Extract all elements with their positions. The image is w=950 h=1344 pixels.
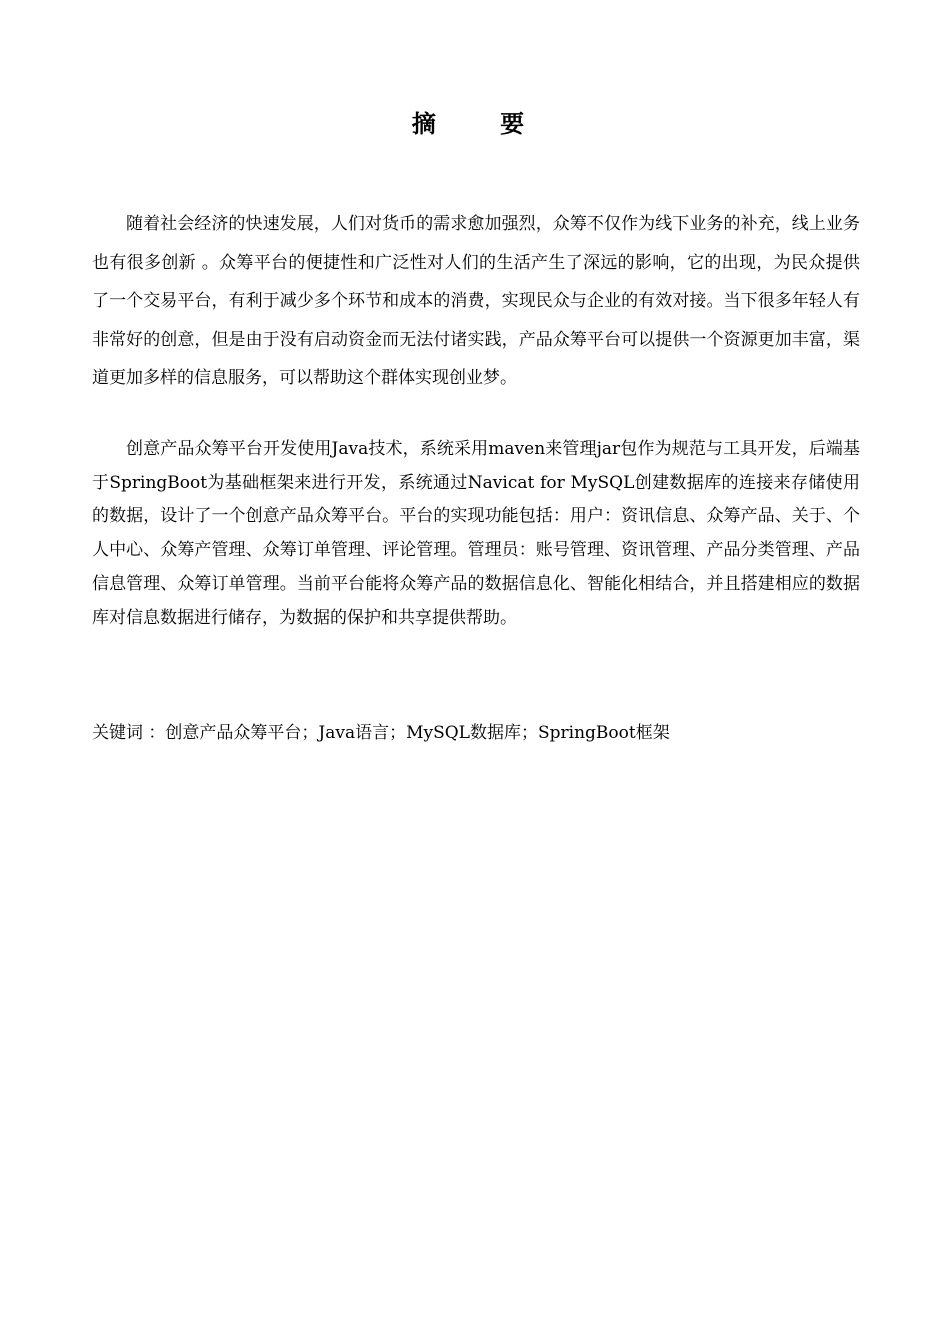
page-title: 摘 要 xyxy=(411,109,553,138)
abstract-paragraph-1: 随着社会经济的快速发展，人们对货币的需求愈加强烈，众筹不仅作为线下业务的补充，线上业务也有很多创新 。众筹平台的便捷性和广泛性对人们的生活产生了深远的影响，它的出现，为民众提供了一个交易平台，有利于减少多个环节和成本的消费，实现民众与企业的有效对接。当下很多年轻人有非常好的创意，但是由于没有启动资金而无法付诸实践，产品众筹平台可以提供一个资源更加丰富，渠道更加多样的信息服务，可以帮助这个群体实现创业梦。 xyxy=(92,214,860,388)
abstract-paragraph-2: 创意产品众筹平台开发使用Java技术，系统采用maven来管理jar包作为规范与工具开发，后端基于SpringBoot为基础框架来进行开发，系统通过Navicat for MySQL创建数据库的连接来存储使用的数据，设计了一个创意产品众筹平台。平台的实现功能包括：用户：资讯信息、众筹产品、关于、个人中心、众筹产管理、众筹订单管理、评论管理。管理员：账号管理、资讯管理、产品分类管理、产品信息管理、众筹订单管理。当前平台能将众筹产品的数据信息化、智能化相结合，并且搭建相应的数据库对信息数据进行储存，为数据的保护和共享提供帮助。 xyxy=(92,439,860,628)
keywords-line: 关键词 ：创意产品众筹平台；Java语言；MySQL数据库；SpringBoot框架 xyxy=(92,723,670,743)
